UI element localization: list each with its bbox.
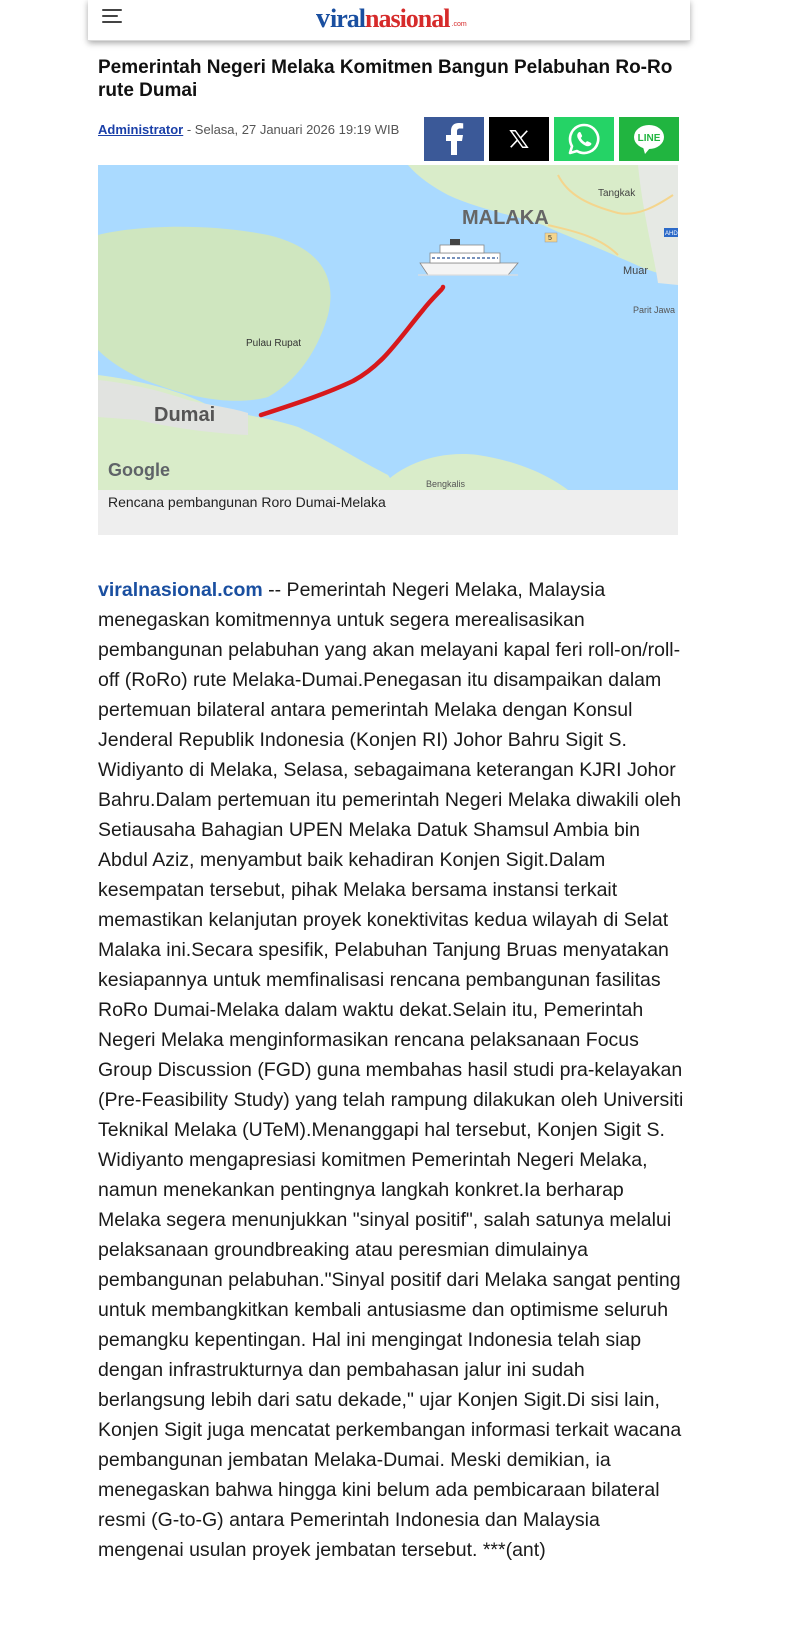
x-icon [508,128,530,150]
line-label: LINE [637,133,661,144]
article-title: Pemerintah Negeri Melaka Komitmen Bangun Pelabuhan Ro-Ro rute Dumai [98,57,673,101]
map-label-parit-jawa: Parit Jawa [633,305,676,315]
figure-caption: Rencana pembangunan Roro Dumai-Melaka [108,494,386,510]
hamburger-menu-icon[interactable] [100,6,124,28]
facebook-icon [443,123,465,155]
map-label-road-ahd: AHD [665,231,678,237]
logo-tld: .com [451,21,467,28]
route-map [98,165,678,490]
whatsapp-icon [567,122,601,156]
top-navigation-bar [88,0,690,41]
map-label-muar: Muar [623,265,649,277]
article-figure [98,165,678,535]
logo-mark: v [316,3,330,34]
share-facebook-button[interactable] [424,117,484,161]
article-source[interactable]: viralnasional.com [98,579,263,601]
line-icon [632,123,666,155]
article-meta [98,122,399,137]
article-body [98,575,688,1565]
map-label-road-5: 5 [548,235,552,242]
map-label-tangkak: Tangkak [598,188,636,199]
site-logo[interactable] [316,2,467,34]
share-x-button[interactable] [489,117,549,161]
article-text: -- Pemerintah Negeri Melaka, Malaysia menegaskan komitmennya untuk segera merealisasikan pembangunan pelabuhan yang akan melayani kapal feri roll-on/roll-off (RoRo) rute Melaka-Dumai.Penegasan itu disampaikan dalam pertemuan bilateral antara pemerintah Melaka dengan Konsul Jenderal Republik Indonesia (Konjen RI) Johor Bahru Sigit S. Widiyanto di Melaka, Selasa, sebagaimana keterangan KJRI Johor Bahru.Dalam pertemuan itu pemerintah Negeri Melaka diwakili oleh Setiausaha Bahagian UPEN Melaka Datuk Shamsul Ambia bin Abdul Aziz, menyambut baik kehadiran Konjen Sigit.Dalam kesempatan tersebut, pihak Melaka bersama instansi terkait memastikan kelanjutan proyek konektivitas kedua wilayah di Selat Malaka ini.Secara spesifik, Pelabuhan Tanjung Bruas menyatakan kesiapannya untuk memfinalisasi rencana pembangunan fasilitas RoRo Dumai-Melaka dalam waktu dekat.Selain itu, Pemerintah Negeri Melaka menginformasikan rencana pelaksanaan Focus Group Discussion (FGD) guna membahas hasil studi pra-kelayakan (Pre-Feasibility Study) yang telah rampung dilakukan oleh Universiti Teknikal Melaka (UTeM).Menanggapi hal tersebut, Konjen Sigit S. Widiyanto mengapresiasi komitmen Pemerintah Negeri Melaka, namun menekankan pentingnya langkah konkret.Ia berharap Melaka segera menunjukkan "sinyal positif", salah satunya melalui pelaksanaan groundbreaking atau peresmian dimulainya pembangunan pelabuhan."Sinyal positif dari Melaka sangat penting untuk membangkitkan kembali antusiasme dan optimisme seluruh pemangku kepentingan. Hal ini mengingat Indonesia telah siap dengan infrastrukturnya dan pembahasan jalur ini sudah berlangsung lebih dari satu dekade," ujar Konjen Sigit.Di sisi lain, Konjen Sigit juga mencatat perkembangan informasi terkait wacana pembangunan jembatan Melaka-Dumai. Meski demikian, ia menegaskan bahwa hingga kini belum ada pembicaraan bilateral resmi (G-to-G) antara Pemerintah Indonesia dan Malaysia mengenai usulan proyek jembatan tersebut. ***(ant) [98,579,684,1561]
map-label-malaka: MALAKA [462,207,549,229]
publish-date: - Selasa, 27 Januari 2026 19:19 WIB [183,122,400,137]
map-label-dumai: Dumai [154,404,216,426]
logo-text: iralnasional [330,4,450,33]
map-google-watermark: Google [108,460,170,480]
map-label-pulau-rupat: Pulau Rupat [246,338,302,349]
author-link[interactable]: Administrator [98,122,184,137]
share-whatsapp-button[interactable] [554,117,614,161]
map-label-bengkalis: Bengkalis [426,479,466,489]
share-line-button[interactable] [619,117,679,161]
